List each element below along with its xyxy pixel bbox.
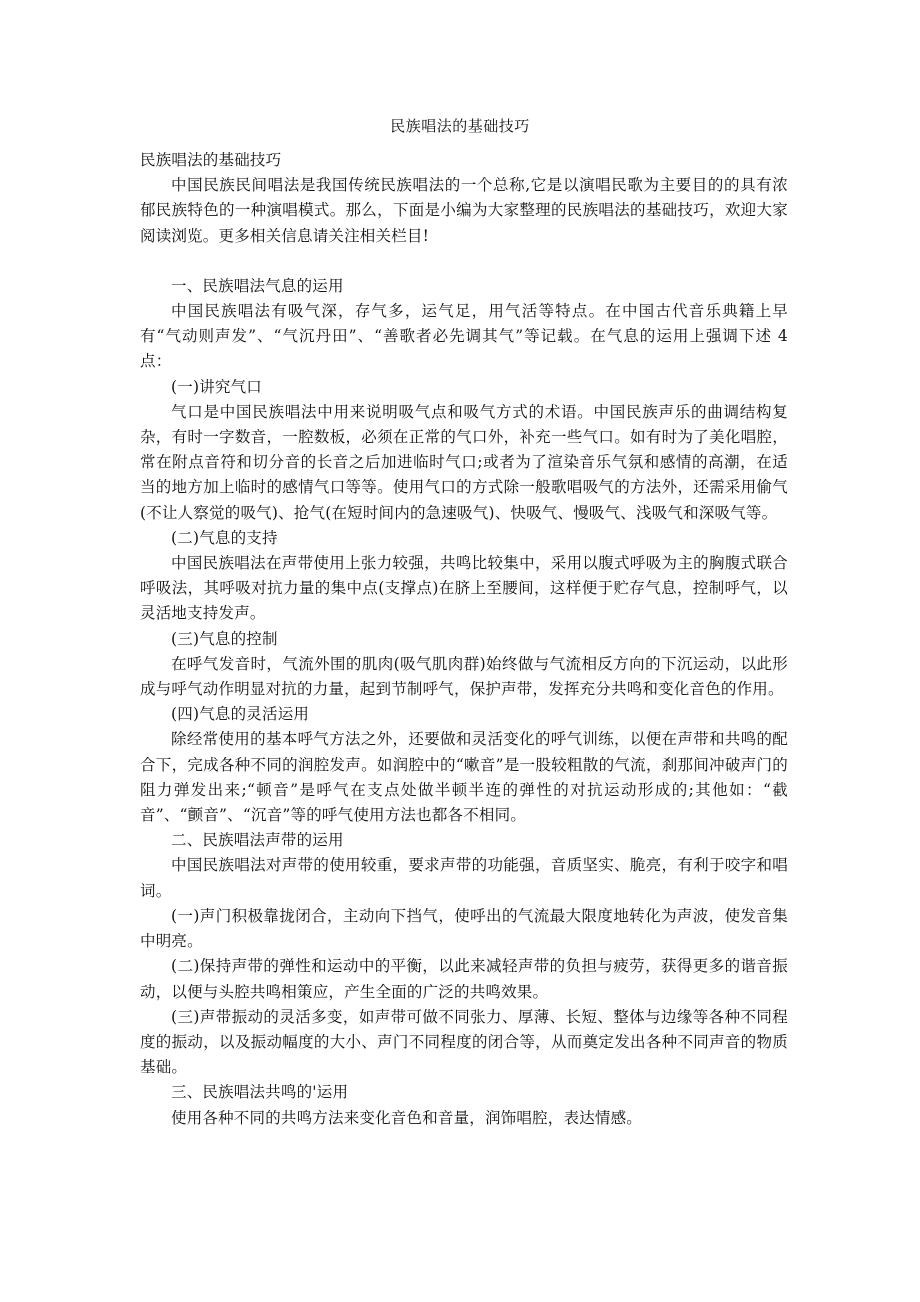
list-item: (二)保持声带的弹性和运动中的平衡，以此来减轻声带的负担与疲劳，获得更多的谐音振动，以便与头腔共鸣相策应，产生全面的广泛的共鸣效果。 <box>140 957 788 1001</box>
document-body <box>140 148 788 1131</box>
paragraph-gap <box>140 249 788 274</box>
paragraph: 中国民族唱法有吸气深，存气多，运气足，用气活等特点。在中国古代音乐典籍上早有“气动则声发”、“气沉丹田”、“善歌者必先调其气”等记载。在气息的运用上强调下述 4 点： <box>140 302 788 371</box>
section-heading-3: 三、民族唱法共鸣的'运用 <box>171 1083 349 1102</box>
subheading: (二)气息的支持 <box>171 528 278 547</box>
list-item: (一)声门积极靠拢闭合，主动向下挡气，使呼出的气流最大限度地转化为声波，使发音集中明亮。 <box>140 906 788 951</box>
subheading: (四)气息的灵活运用 <box>171 705 310 724</box>
subheading: (三)气息的控制 <box>171 629 278 648</box>
list-item: (三)声带振动的灵活多变，如声带可做不同张力、厚薄、长短、整体与边缘等各种不同程度的振动，以及振动幅度的大小、声门不同程度的闭合等，从而奠定发出各种不同声音的物质基础。 <box>140 1007 788 1077</box>
paragraph: 在呼气发音时，气流外围的肌肉(吸气肌肉群)始终做与气流相反方向的下沉运动，以此形成与呼气动作明显对抗的力量，起到节制呼气，保护声带，发挥充分共鸣和变化音色的作用。 <box>140 654 788 699</box>
document-subtitle: 民族唱法的基础技巧 <box>140 151 282 169</box>
paragraph: 气口是中国民族唱法中用来说明吸气点和吸气方式的术语。中国民族声乐的曲调结构复杂，有时一字数音，一腔数板，必须在正常的气口外，补充一些气口。如有时为了美化唱腔，常在附点音符和切分音的长音之后加进临时气口;或者为了渲染音乐气氛和感情的高潮，在适当的地方加上临时的感情气口等等。使用气口的方式除一般歌唱吸气的方法外，还需采用偷气(不让人察觉的吸气)、抢气(在短时间内的急速吸气)、快吸气、慢吸气、浅吸气和深吸气等。 <box>140 402 788 522</box>
paragraph: 中国民族唱法对声带的使用较重，要求声带的功能强，音质坚实、脆亮，有利于咬字和唱词。 <box>140 856 788 900</box>
page-title: 民族唱法的基础技巧 <box>390 117 530 135</box>
paragraph: 使用各种不同的共鸣方法来变化音色和音量，润饰唱腔，表达情感。 <box>171 1108 643 1127</box>
paragraph: 中国民族唱法在声带使用上张力较强，共鸣比较集中，采用以腹式呼吸为主的胸腹式联合呼吸法，其呼吸对抗力量的集中点(支撑点)在脐上至腰间，这样便于贮存气息，控制呼气，以灵活地支持发声。 <box>140 554 788 623</box>
paragraph: 除经常使用的基本呼气方法之外，还要做和灵活变化的呼气训练，以便在声带和共鸣的配合下，完成各种不同的润腔发声。如润腔中的“嗽音”是一股较粗散的气流，刹那间冲破声门的阻力弹发出来;“顿音”是呼气在支点处做半顿半连的弹性的对抗运动形成的;其他如：“截音”、“颤音”、“沉音”等的呼气使用方法也都各不相同。 <box>140 730 788 825</box>
section-heading-1: 一、民族唱法气息的运用 <box>171 276 344 295</box>
section-heading-2: 二、民族唱法声带的运用 <box>171 831 344 850</box>
intro-paragraph: 中国民族民间唱法是我国传统民族唱法的一个总称,它是以演唱民歌为主要目的的具有浓郁民族特色的一种演唱模式。那么，下面是小编为大家整理的民族唱法的基础技巧，欢迎大家阅读浏览。更多相关信息请关注相关栏目! <box>140 176 788 245</box>
subheading: (一)讲究气口 <box>171 377 262 396</box>
